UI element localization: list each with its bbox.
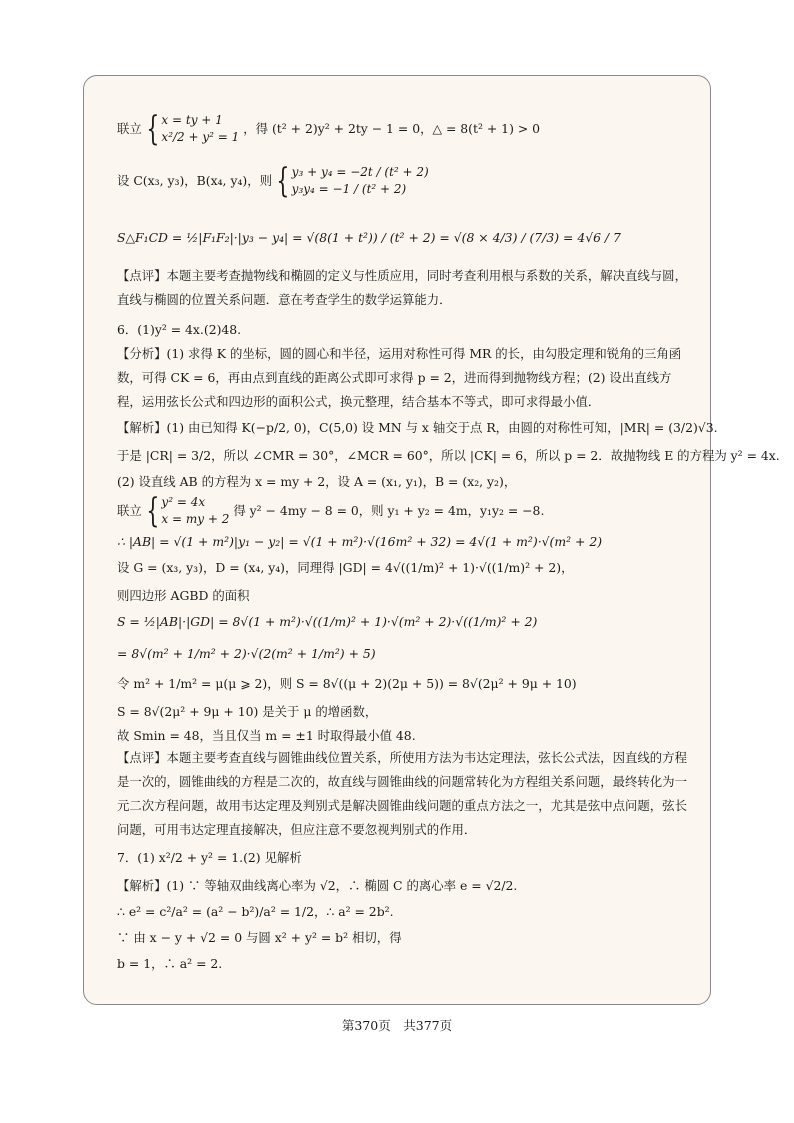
text-line	[117, 588, 250, 604]
formula: = 8√(m² + 1/m² + 2)·√(2(m² + 1/m²) + 5)	[117, 646, 376, 661]
equation: y₃y₄ = −1 / (t² + 2)	[291, 182, 407, 197]
formula-line	[117, 560, 573, 576]
text: 【解析】(1) 由已知得 K(−p/2, 0)，C(5,0) 设 MN 与 x 轴交于点 R，由圆的对称性可知，|MR| = (3/2)√3.	[117, 420, 718, 435]
equation-system	[292, 164, 429, 199]
text: (2) 设直线 AB 的方程为 x = my + 2，设 A = (x₁, y₁)，B = (x₂, y₂)，	[117, 474, 517, 489]
solution-line	[117, 878, 517, 894]
equation-result: 得 y² − 4my − 8 = 0，则 y₁ + y₂ = 4m，y₁y₂ = −8.	[233, 502, 545, 518]
area-formula	[117, 230, 621, 246]
vieta-line	[117, 161, 429, 202]
formula-line	[117, 728, 416, 744]
text-set-points: 设 C(x₃, y₃)，B(x₄, y₄)，则	[117, 172, 273, 188]
paragraph: 【点评】本题主要考查直线与圆锥曲线位置关系，所使用方法为韦达定理法，弦长公式法，因直线的方程是一次的，圆锥曲线的方程是二次的，故直线与圆锥曲线的问题常转化为方程组关系问题，最终转化为一元二次方程问题，故用韦达定理及判别式是解决圆锥曲线问题的重点方法之一，尤其是弦中点问题，弦长问题，可用韦达定理直接解决，但应注意不要忽视判别式的作用．	[117, 750, 687, 837]
formula: 设 G = (x₃, y₃)，D = (x₄, y₄)，同理得 |GD| = 4√((1/m)² + 1)·√((1/m)² + 2)，	[117, 560, 574, 575]
question-6-answer	[117, 322, 241, 338]
text: 于是 |CR| = 3/2，所以 ∠CMR = 30°，∠MCR = 60°，所以 |CK| = 6，所以 p = 2．故抛物线 E 的方程为 y² = 4x.	[117, 448, 780, 463]
formula-line	[117, 956, 222, 972]
formula-line	[117, 614, 537, 630]
brace-icon: {	[146, 491, 160, 532]
brace-icon: {	[146, 109, 160, 150]
formula-line	[117, 904, 394, 920]
text-line	[117, 930, 402, 946]
analysis-block	[117, 342, 695, 414]
formula-line	[117, 534, 602, 550]
text-lianli: 联立	[117, 120, 142, 136]
equation: x²/2 + y² = 1	[161, 130, 240, 145]
formula: S = 8√(2μ² + 9μ + 10) 是关于 μ 的增函数，	[117, 704, 378, 719]
equation: y₃ + y₄ = −2t / (t² + 2)	[291, 165, 429, 179]
formula-line	[117, 676, 577, 692]
text: 【解析】(1) ∵ 等轴双曲线离心率为 √2，∴ 椭圆 C 的离心率 e = √2/2.	[117, 878, 518, 893]
solution-line	[117, 474, 516, 490]
equation-result: ，得 (t² + 2)y² + 2ty − 1 = 0，△ = 8(t² + 1) > 0	[243, 120, 541, 136]
brace-icon: {	[276, 161, 290, 202]
question-7-answer	[117, 850, 302, 866]
page-footer: 第370页 共377页	[341, 1018, 453, 1033]
paragraph: 【点评】本题主要考查抛物线和椭圆的定义与性质应用，同时考查利用根与系数的关系，解决直线与圆，直线与椭圆的位置关系问题．意在考查学生的数学运算能力．	[117, 268, 687, 307]
comment-block-1	[117, 264, 695, 312]
solution-line	[117, 448, 780, 464]
formula-line	[117, 646, 376, 662]
answer: 7．(1) x²/2 + y² = 1.(2) 见解析	[117, 850, 302, 865]
text: ∵ 由 x − y + √2 = 0 与圆 x² + y² = b² 相切，得	[117, 930, 402, 945]
equation-system	[161, 494, 229, 529]
formula: S = ½|AB|·|GD| = 8√(1 + m²)·√((1/m)² + 1)·√(m² + 2)·√((1/m)² + 2)	[117, 614, 538, 629]
formula: b = 1，∴ a² = 2.	[117, 956, 223, 971]
formula: S△F₁CD = ½|F₁F₂|·|y₃ − y₄| = √(8(1 + t²)) / (t² + 2) = √(8 × 4/3) / (7/3) = 4√6 / 7	[117, 230, 621, 245]
formula-line	[117, 704, 377, 720]
formula: ∴ e² = c²/a² = (a² − b²)/a² = 1/2，∴ a² = 2b².	[117, 904, 394, 919]
system-line-2	[117, 491, 545, 532]
answer: 6．(1)y² = 4x.(2)48.	[117, 322, 242, 337]
formula: ∴ |AB| = √(1 + m²)|y₁ − y₂| = √(1 + m²)·√(16m² + 32) = 4√(1 + m²)·√(m² + 2)	[117, 534, 603, 549]
equation: x = my + 2	[161, 512, 230, 527]
comment-block-2	[117, 746, 695, 842]
text: 则四边形 AGBD 的面积	[117, 588, 250, 603]
equation: y² = 4x	[161, 495, 206, 509]
system-line-1	[117, 109, 541, 150]
text-lianli: 联立	[117, 502, 142, 518]
formula: 故 Smin = 48，当且仅当 m = ±1 时取得最小值 48.	[117, 728, 416, 743]
solution-line	[117, 420, 718, 436]
paragraph: 【分析】(1) 求得 K 的坐标，圆的圆心和半径，运用对称性可得 MR 的长，由勾股定理和锐角的三角函数，可得 CK = 6，再由点到直线的距离公式即可求得 p = 2，进而得到抛物线方程；(2) 设出直线方程，运用弦长公式和四边形的面积公式，换元整理，结合基本不等式，即可求得最小值．	[117, 346, 682, 409]
equation-system	[161, 112, 239, 147]
formula: 令 m² + 1/m² = μ(μ ⩾ 2)，则 S = 8√((μ + 2)(2μ + 5)) = 8√(2μ² + 9μ + 10)	[117, 676, 577, 691]
equation: x = ty + 1	[161, 113, 223, 127]
